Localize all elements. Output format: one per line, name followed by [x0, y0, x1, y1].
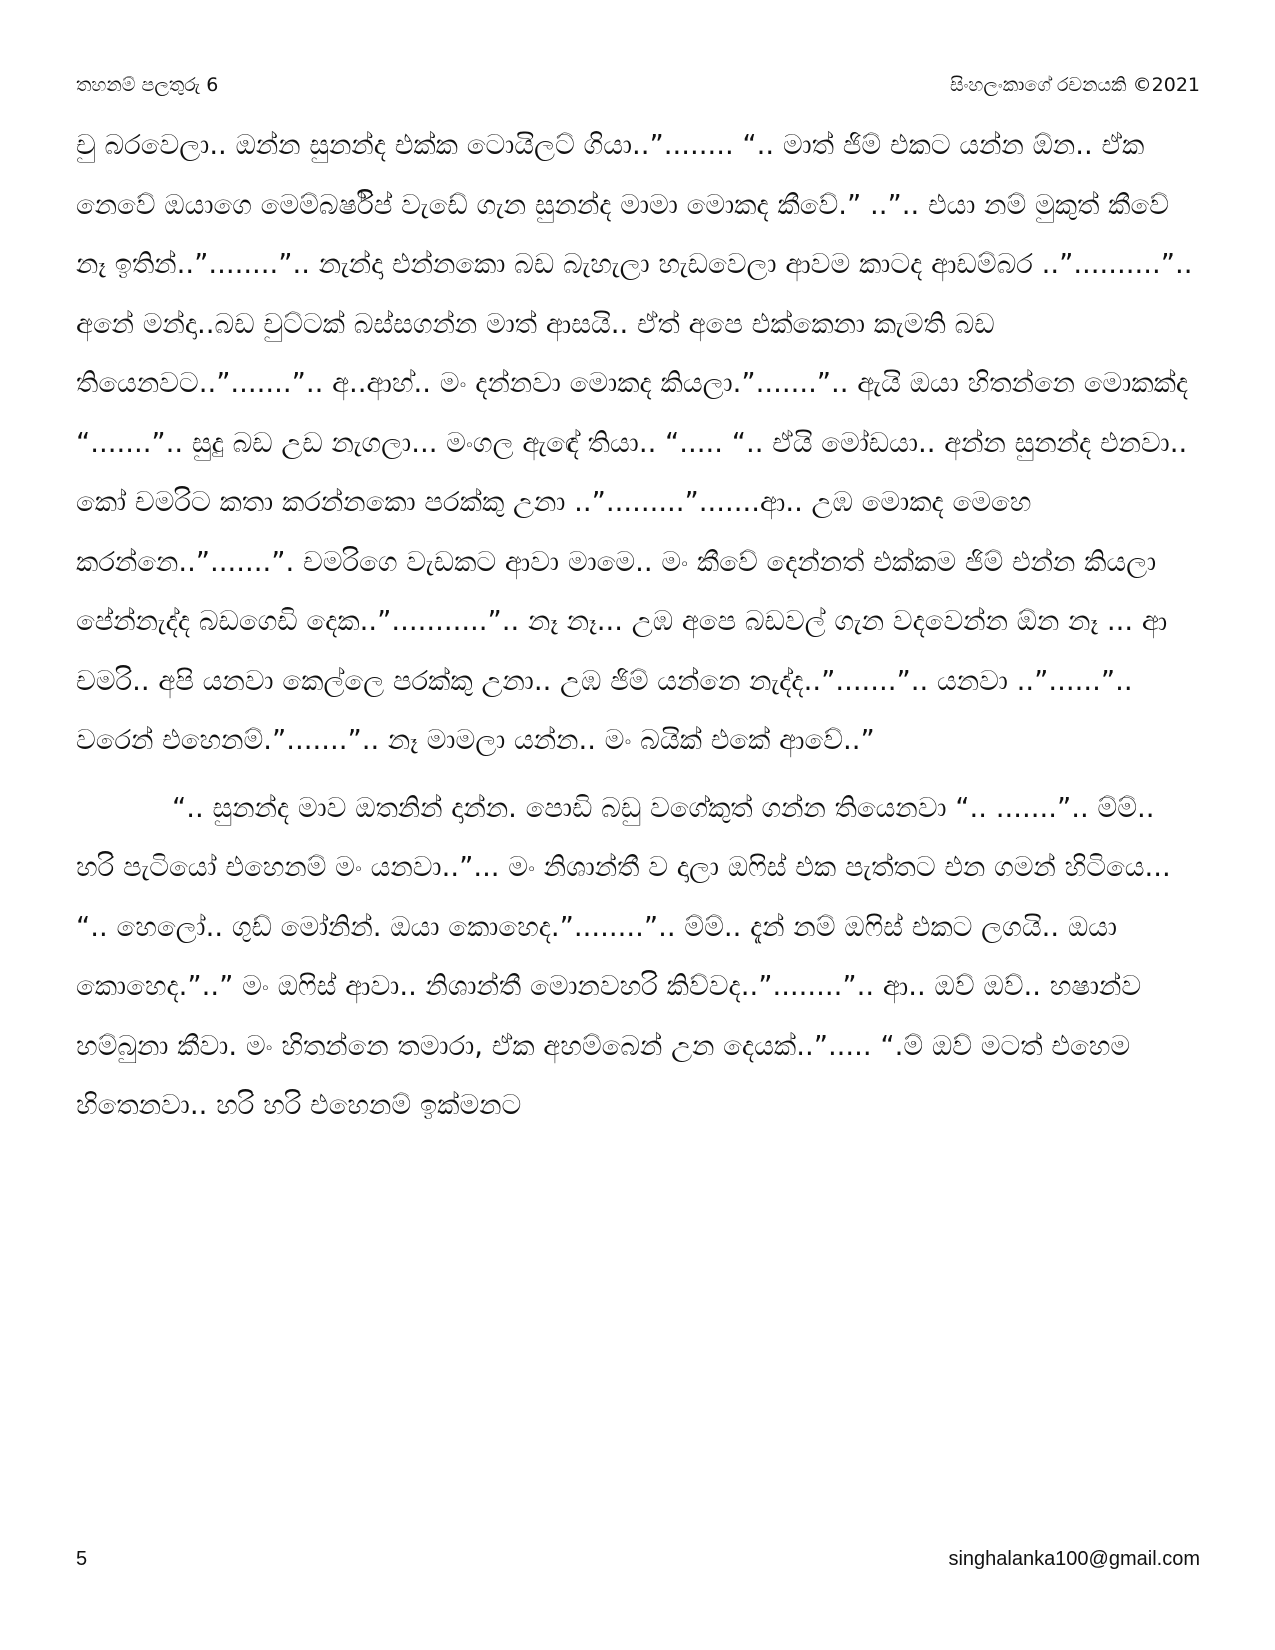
- paragraph-1: චු බරවෙලා.. ඔන්න සුනන්ද එක්ක ටොයිලට් ගියා..”........ “.. මාත් ජිම් එකට යන්න ඕන.. ඒක නෙවේ ඔයාගෙ මෙම්බර්ෂිප් වැඩේ ගැන සුනන්ද මාමා මොකද කීවේ.” ..”.. එයා නම් මුකුත් කීවේ නෑ ඉතින්..”........”.. නැන්දා එන්නකො බඩ බැහැලා හැඩවෙලා ආවම කාටද ආඩම්බර ..”..........”.. අනේ මන්දා..බඩ චුට්ටක් බස්සගන්න මාත් ආසයි.. ඒත් අපෙ එක්කෙනා කැමති බඩ තියෙනවට..”.......”.. අ..ආහ්.. මං දන්නවා මොකද කියලා.”.......”.. ඇයි ඔයා හිතන්නෙ මොකක්ද “.......”.. සුදු බඩ උඩ නැගලා... මංගල ඇඳේ තියා.. “..... “.. ඒයි මෝඩයා.. අන්න සුනන්ද එනවා.. කෝ චමරිට කතා කරන්නකො පරක්කු උනා ..”.........”.......ආ.. උඹ මොකද මෙහෙ කරන්නෙ..”.......”. චමරිගෙ වැඩකට ආවා මාමෙ.. මං කීවේ දෙන්නත් එක්කම ජිම් එන්න කියලා පේන්නැද්ද බඩගෙඩි දෙක..”...........”.. නෑ නෑ... උඹ අපෙ බඩවල් ගැන වදවෙන්න ඕන නෑ ... ආ චමරි.. අපි යනවා කෙල්ලෙ පරක්කු උනා.. උඹ ජිම් යන්නෙ නැද්ද..”.......”.. යනවා ..”......”.. වරෙන් එහෙනම්.”.......”.. නෑ මාමලා යන්න.. මං බයික් එකේ ආවේ..”: [76, 129, 1193, 756]
- paragraph-2: “.. සුනන්ද මාව ඔතනින් දාන්න. පොඩි බඩු වගේකුත් ගන්න තියෙනවා “.. .......”.. ම්ම්.. හරි පැටියෝ එහෙනම් මං යනවා..”... මං නිශාන්තී ව දාලා ඔෆිස් එක පැත්තට එන ගමන් හිටියෙ... “.. හෙලෝ.. ගුඩ් මෝනින්. ඔයා කොහෙද.”........”.. ම්ම්.. දැන් නම් ඔෆිස් එකට ලගයි.. ඔයා කොහෙද.”..” මං ඔෆිස් ආවා.. නිශාන්තී මොනවහරි කිව්වද..”........”.. ආ.. ඔව් ඔව්.. හෂාන්ව හම්බුනා කීවා. මං හිතන්නෙ තමාරා, ඒක අහම්බෙන් උන දෙයක්..”..... “.ම් ඔව් මටත් එහෙම හිතෙනවා.. හරි හරි එහෙනම් ඉක්මනට: [76, 791, 1171, 1121]
- page-number: 5: [76, 1548, 88, 1570]
- page-footer: [76, 1548, 1200, 1578]
- header-title: තහනම් පලතුරු 6: [76, 74, 219, 96]
- footer-email: singhalanka100@gmail.com: [948, 1548, 1200, 1570]
- header-copyright: සිංහලංකාගේ රචනයකි ©2021: [949, 74, 1200, 96]
- story-body: [76, 116, 1200, 1136]
- page-header: [76, 74, 1200, 104]
